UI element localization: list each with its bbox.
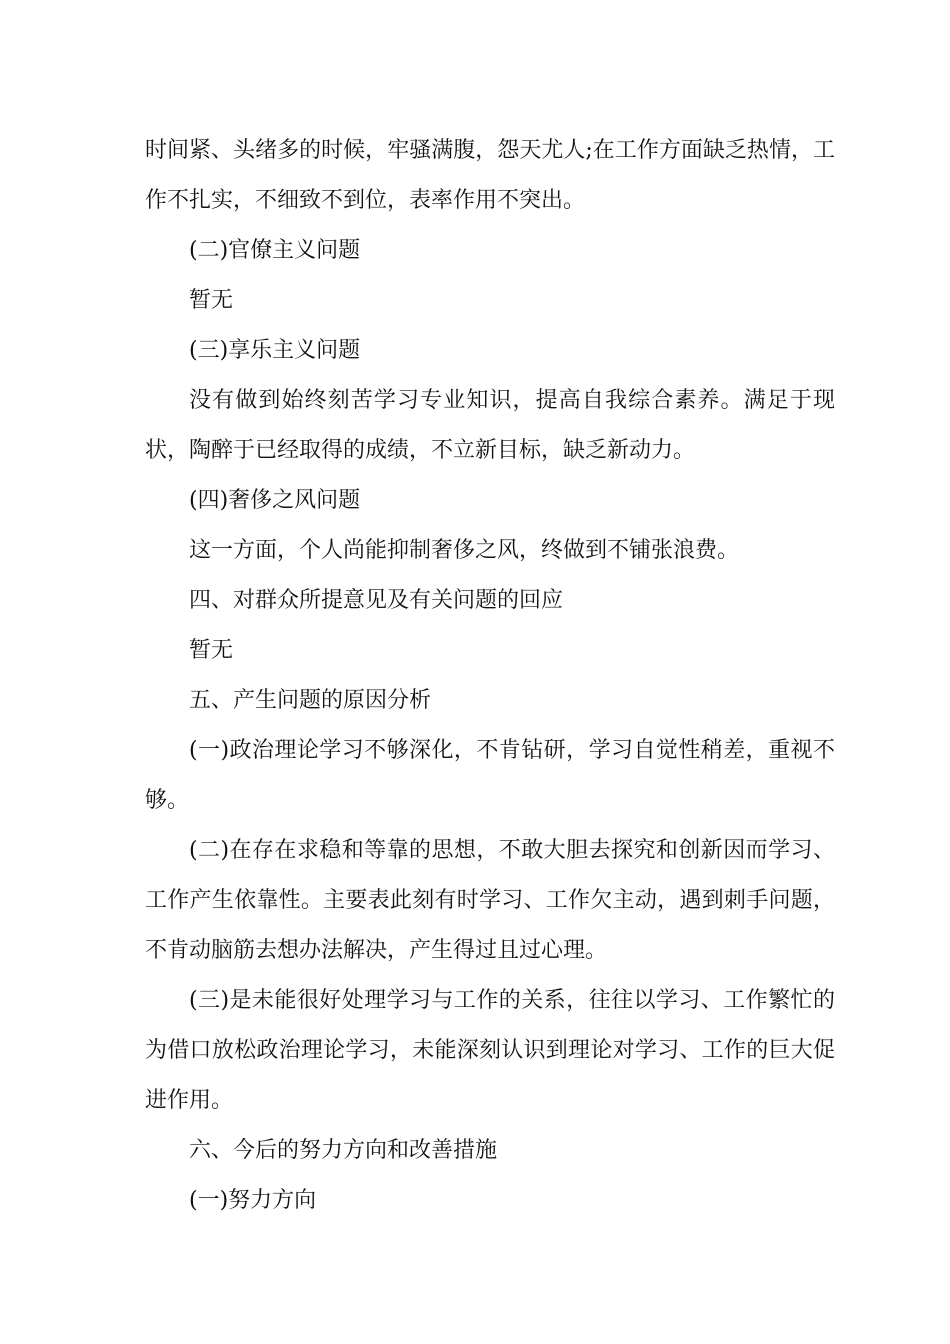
section-heading-extravagance: (四)奢侈之风问题 <box>189 488 361 513</box>
paragraph-cause-1: (一)政治理论学习不够深化，不肯钻研，学习自觉性稍差，重视不够。 <box>145 738 835 813</box>
paragraph-extravagance: 这一方面，个人尚能抑制奢侈之风，终做到不铺张浪费。 <box>189 538 740 563</box>
section-heading-four: 四、对群众所提意见及有关问题的回应 <box>189 588 564 613</box>
paragraph-cause-3: (三)是未能很好处理学习与工作的关系，往往以学习、工作繁忙的为借口放松政治理论学习，未能深刻认识到理论对学习、工作的巨大促进作用。 <box>145 988 835 1113</box>
document-body <box>145 126 835 1226</box>
section-heading-five: 五、产生问题的原因分析 <box>189 688 432 713</box>
subsection-heading-direction: (一)努力方向 <box>189 1188 317 1213</box>
paragraph-hedonism: 没有做到始终刻苦学习专业知识，提高自我综合素养。满足于现状，陶醉于已经取得的成绩，不立新目标，缺乏新动力。 <box>145 388 835 463</box>
section-heading-hedonism: (三)享乐主义问题 <box>189 338 361 363</box>
paragraph-continuation: 时间紧、头绪多的时候，牢骚满腹，怨天尤人;在工作方面缺乏热情，工作不扎实，不细致不到位，表率作用不突出。 <box>145 138 835 213</box>
paragraph-cause-2: (二)在存在求稳和等靠的思想，不敢大胆去探究和创新因而学习、工作产生依靠性。主要表此刻有时学习、工作欠主动，遇到刺手问题，不肯动脑筋去想办法解决，产生得过且过心理。 <box>145 838 835 963</box>
section-heading-six: 六、今后的努力方向和改善措施 <box>189 1138 498 1163</box>
paragraph-none-1: 暂无 <box>189 288 234 313</box>
section-heading-bureaucratism: (二)官僚主义问题 <box>189 238 361 263</box>
paragraph-none-2: 暂无 <box>189 638 234 663</box>
